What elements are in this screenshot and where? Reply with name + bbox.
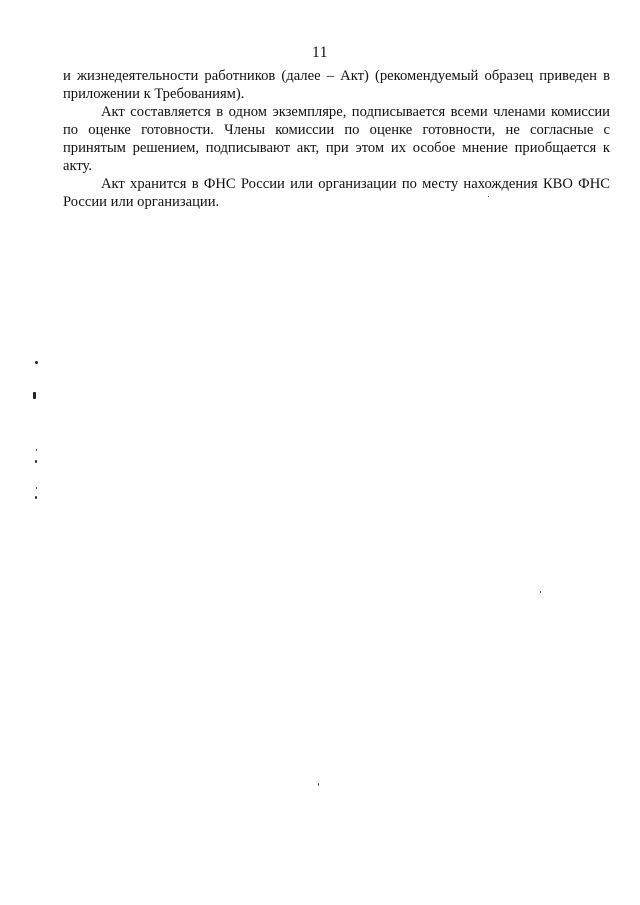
- scan-speck: [33, 392, 36, 399]
- page-number: 11: [312, 44, 328, 61]
- scan-speck: [35, 361, 38, 364]
- paragraph-act-storage: Акт хранится в ФНС России или организации по месту нахождения КВО ФНС России или организации.: [63, 176, 610, 210]
- scan-speck: [540, 591, 541, 593]
- scan-speck: [36, 487, 37, 489]
- scan-speck: [35, 460, 37, 463]
- scan-speck: [318, 783, 319, 786]
- paragraph-continuation: и жизнедеятельности работников (далее – Акт) (рекомендуемый образец приведен в приложении к Требованиям).: [63, 68, 610, 102]
- paragraph-act-signing: Акт составляется в одном экземпляре, подписывается всеми членами комиссии по оценке готовности. Члены комиссии по оценке готовности, не согласные с принятым решением, подписывают акт, при этом их особое мнение приобщается к акту.: [63, 104, 610, 174]
- scan-speck: [36, 449, 37, 451]
- scan-speck: [35, 496, 37, 499]
- body-text: [63, 67, 610, 211]
- scan-speck: [488, 196, 489, 197]
